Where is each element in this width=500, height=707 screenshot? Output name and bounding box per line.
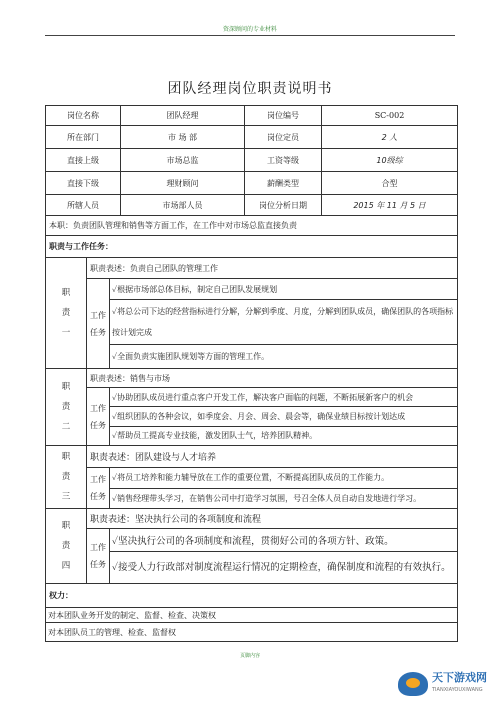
logo-icon (398, 672, 428, 696)
document-title: 团队经理岗位职责说明书 (167, 81, 333, 97)
info-value: 2015 年 11 月 5 日 (353, 200, 426, 210)
duty-number: 四 (61, 561, 71, 571)
info-label: 岗位定员 (245, 126, 322, 148)
duty-description: 职责表述：团队建设与人才培养 (87, 446, 457, 468)
task-item: ✓坚决执行公司的各项制度和流程，贯彻好公司的各项方针、政策。 (110, 529, 457, 552)
task-item: ✓将总公司下达的经营指标进行分解，分解到季度、月度，分解到团队成员，确保团队的各项指标按计划完成 (110, 300, 457, 345)
task-label-line: 任务 (90, 327, 106, 337)
duty-label-char: 职 (61, 521, 71, 531)
task-item: ✓根据市场部总体目标，制定自己团队发展规划 (110, 279, 457, 300)
task-item: ✓将员工培养和能力辅导放在工作的重要位置，不断提高团队成员的工作能力。 (110, 468, 457, 489)
duty-label-char: 职 (61, 288, 71, 298)
duty-block-2 (46, 369, 457, 446)
logo-name: 天下游戏网 (432, 671, 487, 684)
info-label: 工资等级 (245, 149, 322, 171)
info-value: 市场部人员 (121, 195, 245, 215)
info-label: 直接下级 (46, 172, 121, 194)
task-item: ✓组织团队的各种会议，如季度会、月会、周会、晨会等，确保业绩目标按计划达成 (110, 407, 457, 426)
duty-label (46, 446, 87, 508)
task-label-line: 任务 (90, 560, 106, 569)
info-label: 直接上级 (46, 149, 121, 171)
duty-label-char: 职 (61, 382, 71, 392)
task-label-line: 工作 (90, 543, 106, 552)
info-value: 市场总监 (121, 149, 245, 171)
logo-subtitle: TIANXIAYOUXIWANG (432, 687, 483, 693)
info-row (46, 149, 457, 172)
task-item: ✓接受人力行政部对制度流程运行情况的定期检查，确保制度和流程的有效执行。 (112, 561, 451, 573)
header-text: 资深顾问的专业材料 (222, 26, 277, 33)
info-label: 所辖人员 (46, 195, 121, 215)
power-item: 对本团队业务开发的制定、监督、检查、决策权 (46, 608, 457, 623)
info-value: 理财顾问 (121, 172, 245, 194)
duty-label (46, 369, 87, 445)
duty-label (46, 258, 87, 368)
task-label-line: 工作 (90, 403, 106, 413)
task-label-line: 任务 (90, 492, 106, 501)
task-item: ✓协助团队成员进行重点客户开发工作，解决客户面临的问题，不断拓展新客户的机会 (110, 388, 457, 407)
duty-label (46, 509, 87, 583)
info-label: 薪酬类型 (245, 172, 322, 194)
duty-description: 职责表述：坚决执行公司的各项制度和流程 (87, 509, 457, 529)
info-label: 岗位编号 (245, 106, 322, 125)
info-value: 2 人 (381, 132, 398, 142)
duty-description: 职责表述：负责自己团队的管理工作 (87, 258, 457, 279)
section-duties-heading: 职责与工作任务： (46, 236, 457, 258)
duty-block-3 (46, 446, 457, 509)
duty-label-char: 职 (61, 452, 71, 462)
task-item: ✓销售经理带头学习，在销售公司中打造学习氛围，号召全体人员自动自发地进行学习。 (112, 493, 422, 503)
duty-label-char: 责 (61, 541, 71, 551)
footer-text: 页脚内容 (239, 653, 260, 659)
task-label-line: 工作 (90, 475, 106, 484)
info-row (46, 126, 457, 149)
task-label (87, 388, 110, 445)
header-divider (45, 35, 455, 36)
info-row (46, 106, 457, 126)
task-label (87, 468, 110, 508)
job-description-table (45, 105, 458, 642)
task-label (87, 279, 110, 368)
info-label: 岗位分析日期 (245, 195, 322, 215)
duty-label-char: 责 (61, 402, 71, 412)
info-value: SC-002 (374, 111, 405, 120)
task-item: ✓全面负责实施团队规划等方面的管理工作。 (112, 352, 270, 361)
power-item: 对本团队员工的管理、检查、监督权 (48, 627, 176, 637)
info-value: 市 场 部 (121, 126, 245, 148)
info-value: 团队经理 (121, 106, 245, 125)
info-value: 合型 (381, 178, 398, 188)
duty-block-4 (46, 509, 457, 584)
info-value: 10级综 (376, 155, 403, 165)
job-summary: 本职：负责团队管理和销售等方面工作，在工作中对市场总监直接负责 (46, 216, 457, 236)
task-item: ✓帮助员工提高专业技能，激发团队士气，培养团队精神。 (112, 431, 318, 441)
duty-number: 一 (61, 328, 71, 338)
duty-block-1 (46, 258, 457, 369)
section-powers-heading: 权力： (46, 584, 457, 608)
task-label-line: 任务 (90, 420, 106, 430)
site-logo[interactable] (398, 672, 487, 696)
duty-label-char: 责 (61, 308, 71, 318)
info-label: 所在部门 (46, 126, 121, 148)
duty-number: 三 (61, 492, 71, 502)
info-row (46, 195, 457, 216)
task-label (87, 529, 110, 583)
duty-number: 二 (61, 422, 71, 432)
info-label: 岗位名称 (46, 106, 121, 125)
task-label-line: 工作 (90, 310, 106, 320)
duty-description: 职责表述：销售与市场 (87, 369, 457, 388)
duty-label-char: 责 (61, 472, 71, 482)
info-row (46, 172, 457, 195)
